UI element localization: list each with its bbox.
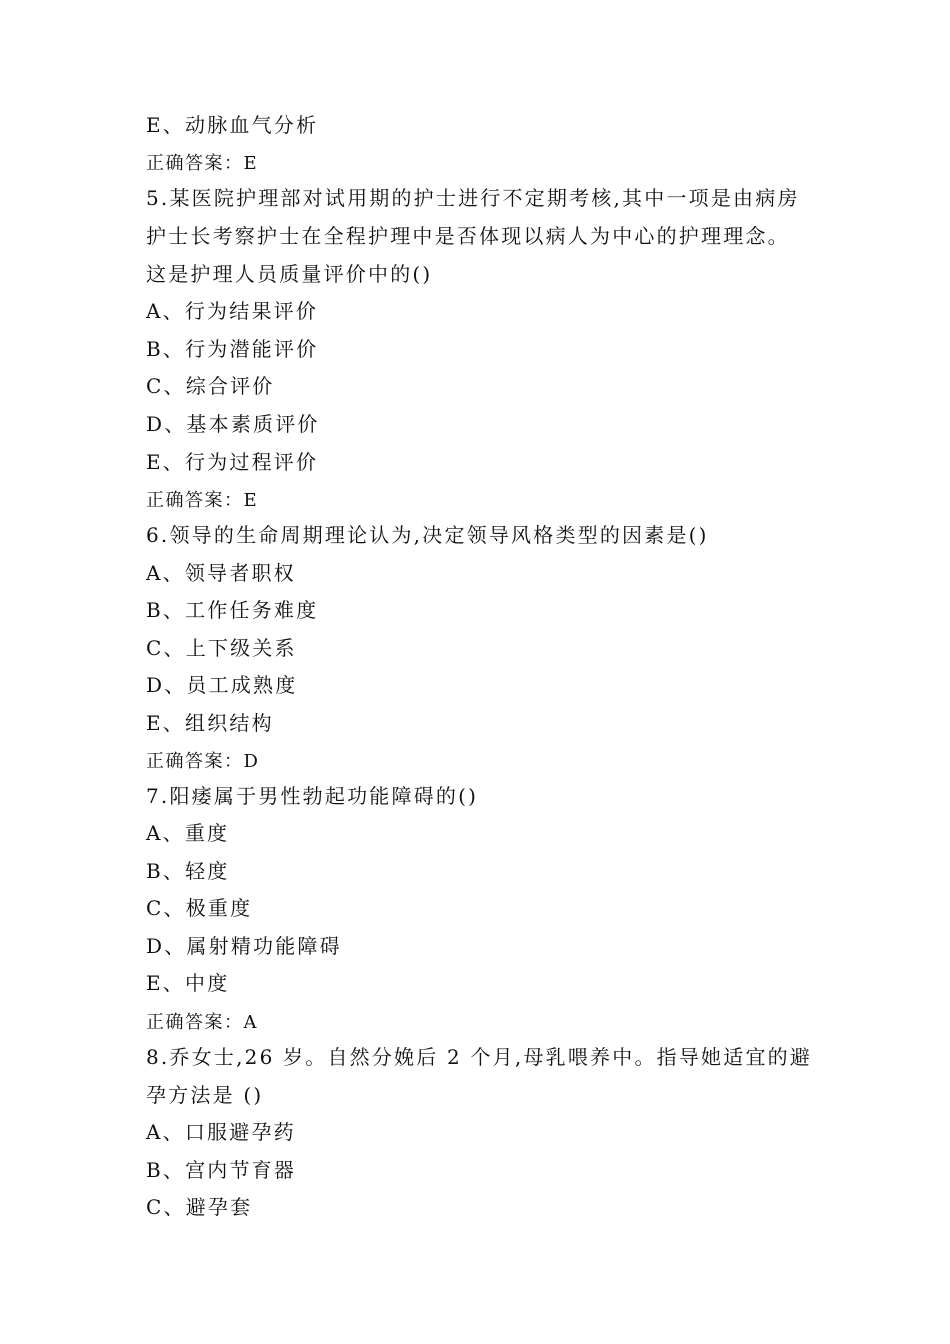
question-6-option-b: B、工作任务难度 bbox=[146, 598, 319, 622]
question-5-option-a: A、行为结果评价 bbox=[146, 299, 319, 323]
question-7-option-c: C、极重度 bbox=[146, 896, 253, 920]
question-5-correct-answer: 正确答案：E bbox=[146, 490, 259, 511]
question-7-option-e: E、中度 bbox=[146, 971, 230, 995]
question-7-option-b: B、轻度 bbox=[146, 859, 230, 883]
question-5-option-b: B、行为潜能评价 bbox=[146, 337, 319, 361]
question-6-stem-line-1: 6.领导的生命周期理论认为,决定领导风格类型的因素是() bbox=[146, 523, 709, 547]
question-7-correct-answer: 正确答案：A bbox=[146, 1012, 258, 1033]
question-6-option-a: A、领导者职权 bbox=[146, 561, 296, 585]
question-7-option-a: A、重度 bbox=[146, 821, 230, 845]
correct-answer: 正确答案：E bbox=[146, 153, 259, 174]
question-5-option-c: C、综合评价 bbox=[146, 374, 275, 398]
question-5-option-d: D、基本素质评价 bbox=[146, 412, 320, 436]
question-6-option-e: E、组织结构 bbox=[146, 711, 274, 735]
question-5-stem-line-3: 这是护理人员质量评价中的() bbox=[146, 262, 433, 286]
option-e: E、动脉血气分析 bbox=[146, 113, 319, 137]
question-8-option-a: A、口服避孕药 bbox=[146, 1120, 296, 1144]
question-5-stem-line-1: 5.某医院护理部对试用期的护士进行不定期考核,其中一项是由病房 bbox=[146, 186, 800, 210]
question-5-stem-line-2: 护士长考察护士在全程护理中是否体现以病人为中心的护理理念。 bbox=[146, 224, 790, 248]
question-8-option-c: C、避孕套 bbox=[146, 1195, 253, 1219]
question-8-stem-line-2: 孕方法是 () bbox=[146, 1083, 264, 1107]
question-8-option-b: B、宫内节育器 bbox=[146, 1158, 297, 1182]
question-6-option-c: C、上下级关系 bbox=[146, 636, 297, 660]
question-7-stem-line-1: 7.阳痿属于男性勃起功能障碍的() bbox=[146, 784, 479, 808]
question-5-option-e: E、行为过程评价 bbox=[146, 450, 319, 474]
question-6-correct-answer: 正确答案：D bbox=[146, 751, 260, 772]
question-8-stem-line-1: 8.乔女士,26 岁。自然分娩后 2 个月,母乳喂养中。指导她适宜的避 bbox=[146, 1045, 813, 1069]
question-6-option-d: D、员工成熟度 bbox=[146, 673, 298, 697]
question-7-option-d: D、属射精功能障碍 bbox=[146, 934, 342, 958]
